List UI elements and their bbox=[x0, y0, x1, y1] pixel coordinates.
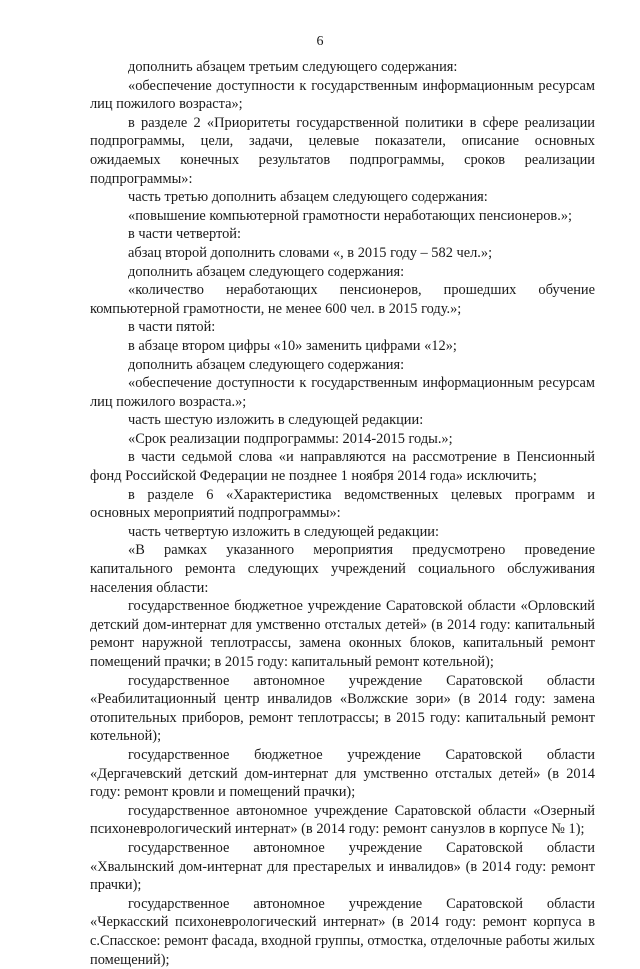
document-body bbox=[90, 58, 595, 969]
paragraph: государственное бюджетное учреждение Саратовской области «Дергачевский детский дом-интернат для умственно отсталых детей» (в 2014 году: ремонт кровли и помещений прачки); bbox=[90, 746, 595, 801]
paragraph: «обеспечение доступности к государственным информационным ресурсам лиц пожилого возраста»; bbox=[90, 77, 595, 113]
paragraph: «повышение компьютерной грамотности неработающих пенсионеров.»; bbox=[128, 207, 573, 224]
paragraph: в части седьмой слова «и направляются на рассмотрение в Пенсионный фонд Российской Федерации не позднее 1 ноября 2014 года» исключить; bbox=[90, 449, 595, 485]
paragraph: государственное бюджетное учреждение Саратовской области «Орловский детский дом-интернат для умственно отсталых детей» (в 2014 году: капитальный ремонт наружной теплотрассы, замена оконных блоков, капитальный ремонт помещений прачки; в 2015 году: капитальный ремонт котельной); bbox=[90, 598, 595, 670]
paragraph: «количество неработающих пенсионеров, прошедших обучение компьютерной грамотности, не менее 600 чел. в 2015 году.»; bbox=[90, 282, 595, 317]
paragraph: государственное автономное учреждение Саратовской области «Озерный психоневрологический интернат» (в 2014 году: ремонт санузлов в корпусе № 1); bbox=[90, 802, 595, 838]
page-number: 6 bbox=[316, 34, 324, 49]
paragraph: в части пятой: bbox=[128, 319, 216, 336]
paragraph: «обеспечение доступности к государственным информационным ресурсам лиц пожилого возраста.»; bbox=[90, 375, 595, 410]
paragraph: часть третью дополнить абзацем следующего содержания: bbox=[128, 189, 488, 206]
paragraph: в абзаце втором цифры «10» заменить цифрами «12»; bbox=[128, 337, 457, 354]
paragraph: государственное автономное учреждение Саратовской области «Черкасский психоневрологический интернат» (в 2014 году: ремонт корпуса в с.Спасское: ремонт фасада, входной группы, отмостка, отделочные работы жилых помещений); bbox=[90, 895, 595, 968]
paragraph: часть четвертую изложить в следующей редакции: bbox=[128, 523, 440, 540]
paragraph: дополнить абзацем следующего содержания: bbox=[128, 356, 405, 373]
paragraph: государственное автономное учреждение Саратовской области «Хвалынский дом-интернат для престарелых и инвалидов» (в 2014 году: ремонт прачки); bbox=[90, 839, 595, 894]
paragraph: государственное автономное учреждение Саратовской области «Реабилитационный центр инвалидов «Волжские зори» (в 2014 году: замена отопительных приборов, ремонт теплотрассы; в 2015 году: капитальный ремонт котельной); bbox=[90, 672, 595, 745]
paragraph: в разделе 6 «Характеристика ведомственных целевых программ и основных мероприятий подпрограммы»: bbox=[90, 486, 595, 522]
paragraph: «Срок реализации подпрограммы: 2014-2015 годы.»; bbox=[128, 430, 453, 447]
paragraph: абзац второй дополнить словами «, в 2015 году – 582 чел.»; bbox=[128, 244, 493, 261]
paragraph: «В рамках указанного мероприятия предусмотрено проведение капитального ремонта следующих учреждений социального обслуживания населения области: bbox=[90, 542, 595, 596]
paragraph: в части четвертой: bbox=[128, 226, 242, 243]
paragraph: в разделе 2 «Приоритеты государственной политики в сфере реализации подпрограммы, цели, задачи, целевые показатели, описание основных ожидаемых конечных результатов подпрограммы, сроков реализации подпрограммы»: bbox=[90, 114, 595, 187]
paragraph: дополнить абзацем третьим следующего содержания: bbox=[128, 59, 458, 75]
paragraph: дополнить абзацем следующего содержания: bbox=[128, 263, 405, 280]
paragraph: часть шестую изложить в следующей редакции: bbox=[128, 412, 424, 429]
